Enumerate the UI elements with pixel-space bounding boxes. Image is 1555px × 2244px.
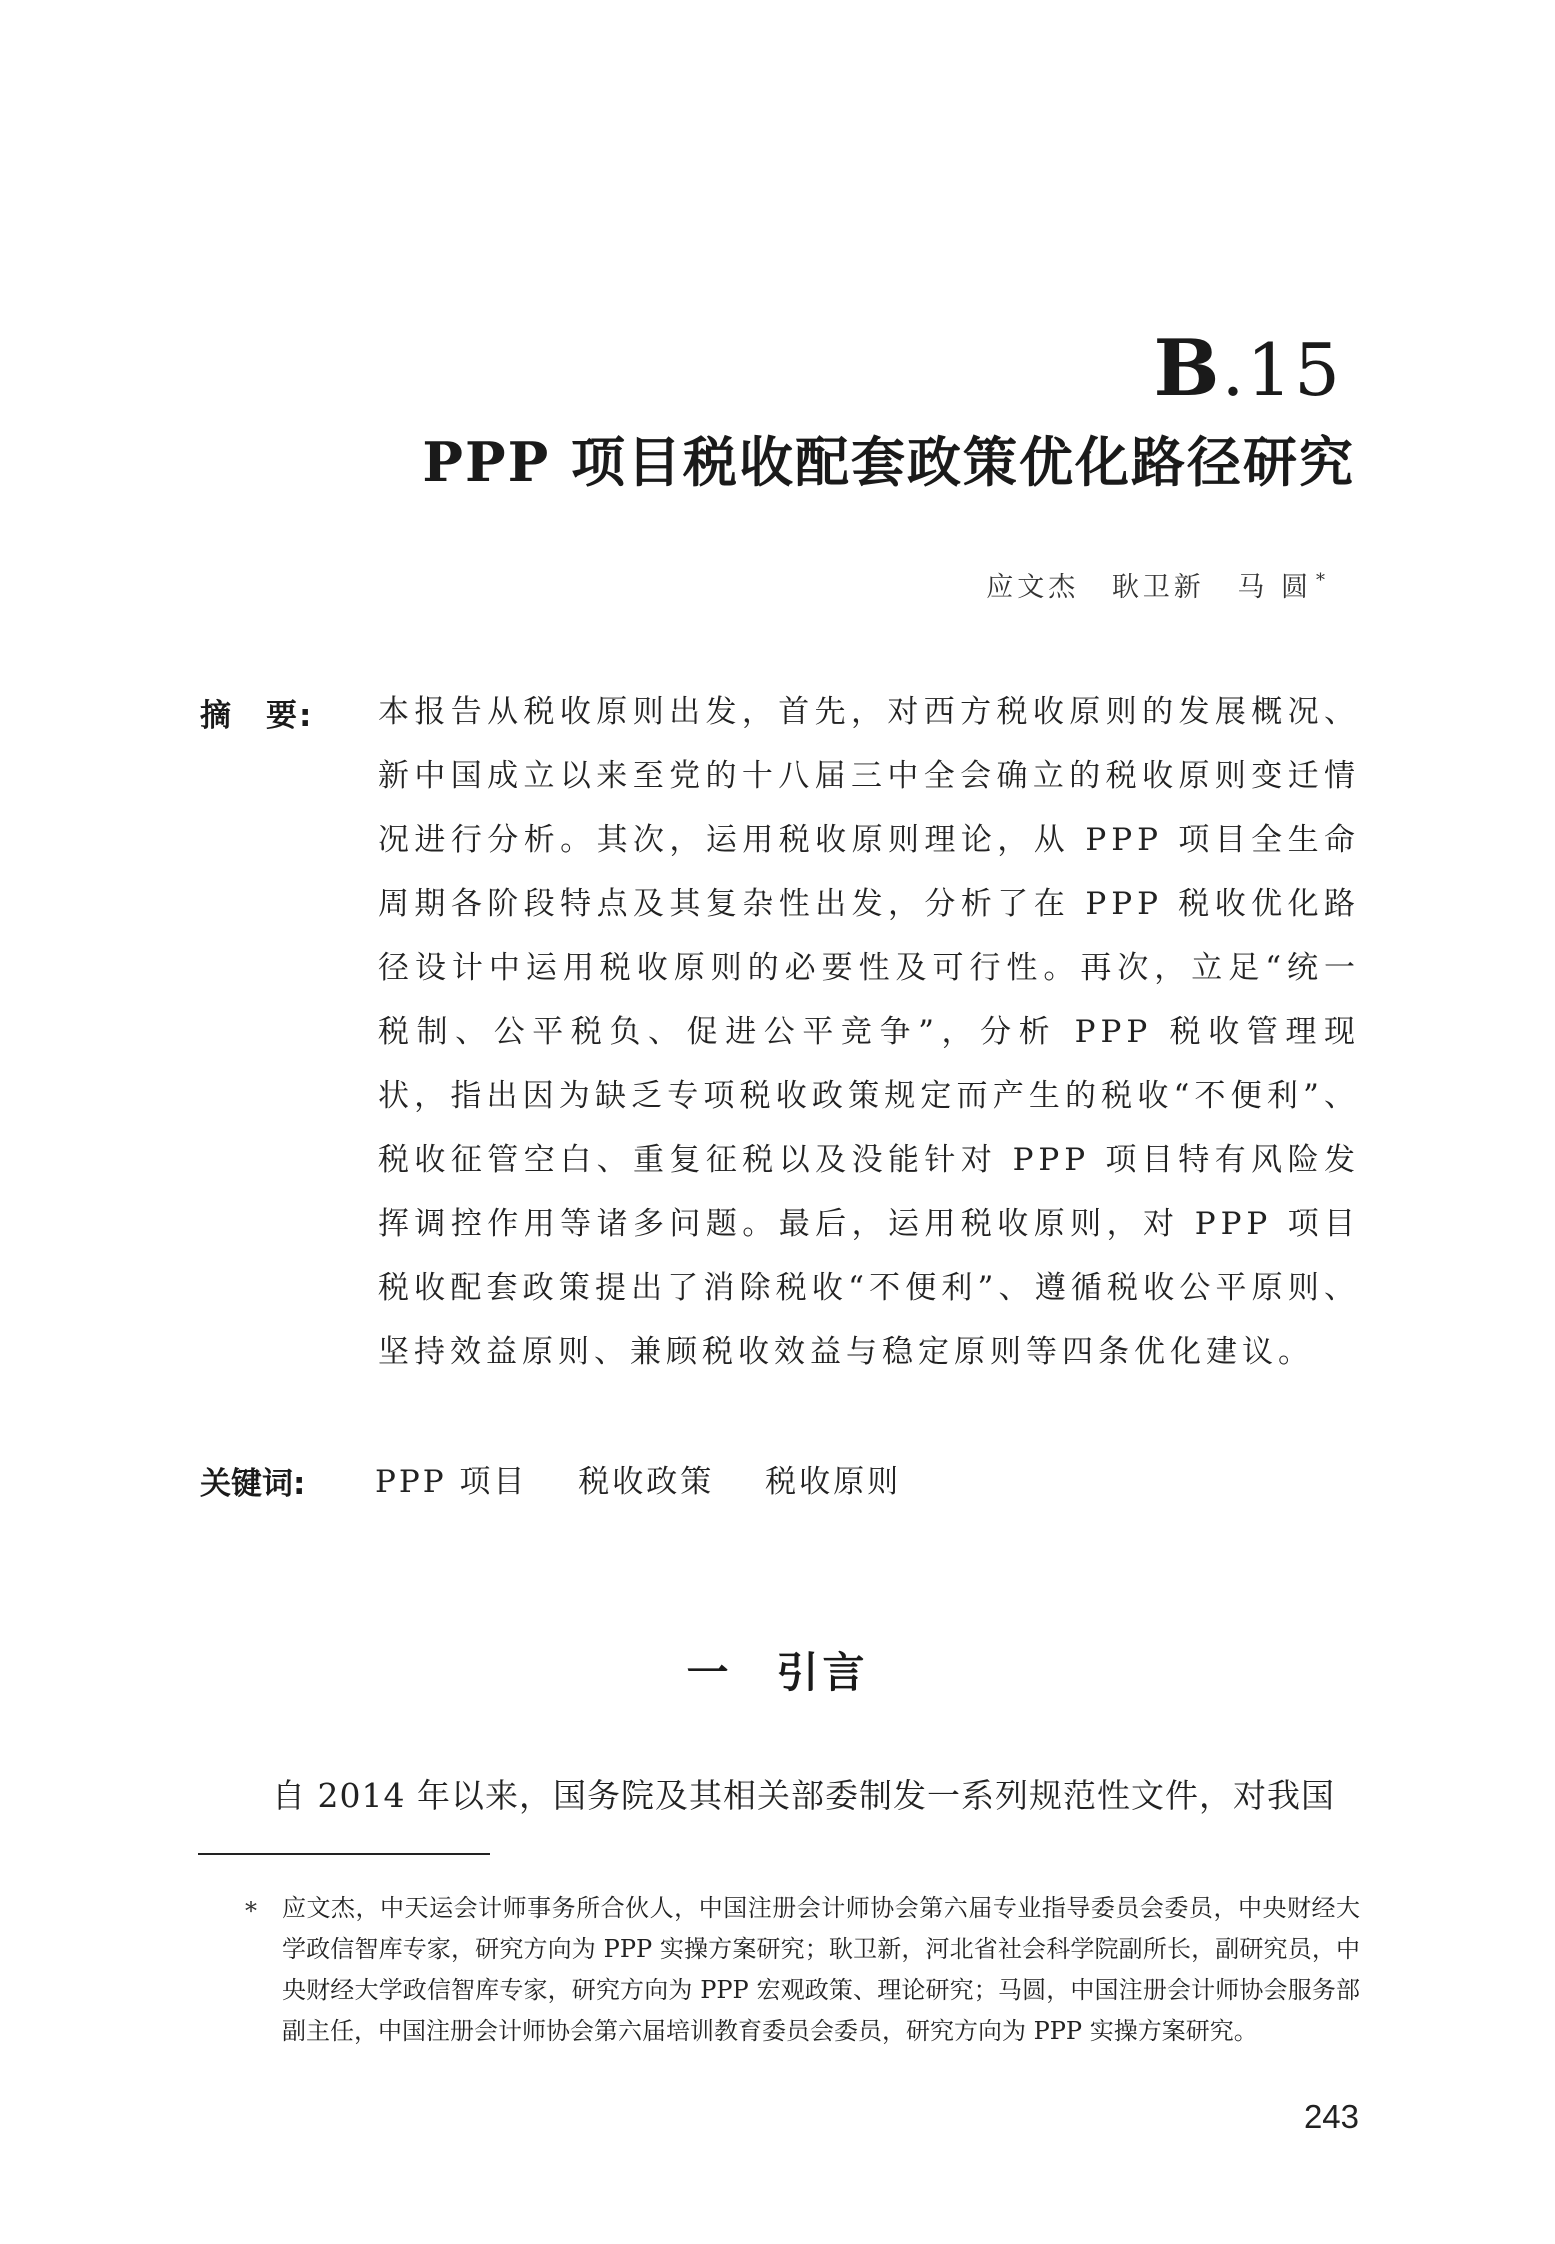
footnote-divider: [198, 1853, 490, 1855]
section-title: 引言: [776, 1648, 869, 1697]
author-line: [966, 565, 1325, 604]
chapter-index: .15: [1221, 328, 1342, 412]
chapter-letter: B: [1153, 323, 1222, 414]
section-heading: [0, 1640, 1555, 1700]
body-paragraph: 自 2014 年以来，国务院及其相关部委制发一系列规范性文件，对我国: [272, 1776, 1335, 1815]
page-number: 243: [1303, 2098, 1359, 2135]
keyword-item: 税收原则: [765, 1464, 902, 1500]
footnote-text: 应文杰，中天运会计师事务所合伙人，中国注册会计师协会第六届专业指导委员会委员，中央财经大学政信智库专家，研究方向为 PPP 实操方案研究；耿卫新，河北省社会科学院副所长，副研究员，中央财经大学政信智库专家，研究方向为 PPP 宏观政策、理论研究；马圆，中国注册会计师协会服务部副主任，中国注册会计师协会第六届培训教育委员会委员，研究方向为 PPP 实操方案研究。: [282, 1894, 1360, 2045]
footnote-mark: *: [245, 1897, 257, 1925]
author-name: 马 圆: [1237, 572, 1312, 603]
keywords-label: 关键词:: [200, 1466, 306, 1502]
author-name: 应文杰: [986, 572, 1080, 603]
chapter-number: [1153, 323, 1342, 414]
page-title: PPP 项目税收配套政策优化路径研究: [422, 430, 1355, 494]
keyword-item: PPP 项目: [375, 1464, 528, 1500]
abstract-label: 摘 要:: [200, 698, 314, 734]
keyword-item: 税收政策: [578, 1464, 715, 1500]
abstract-text: 本报告从税收原则出发，首先，对西方税收原则的发展概况、新中国成立以来至党的十八届三中全会确立的税收原则变迁情况进行分析。其次，运用税收原则理论，从 PPP 项目全生命周期各阶段特点及其复杂性出发，分析了在 PPP 税收优化路径设计中运用税收原则的必要性及可行性。再次，立足“统一税制、公平税负、促进公平竞争”，分析 PPP 税收管理现状，指出因为缺乏专项税收政策规定而产生的税收“不便利”、税收征管空白、重复征税以及没能针对 PPP 项目特有风险发挥调控作用等诸多问题。最后，运用税收原则，对 PPP 项目税收配套政策提出了消除税收“不便利”、遵循税收公平原则、坚持效益原则、兼顾税收效益与稳定原则等四条优化建议。: [378, 694, 1360, 1370]
section-number: 一: [686, 1648, 733, 1697]
author-footnote-mark: *: [1316, 570, 1325, 591]
keywords-list: [375, 1456, 939, 1501]
author-name: 耿卫新: [1111, 572, 1205, 603]
